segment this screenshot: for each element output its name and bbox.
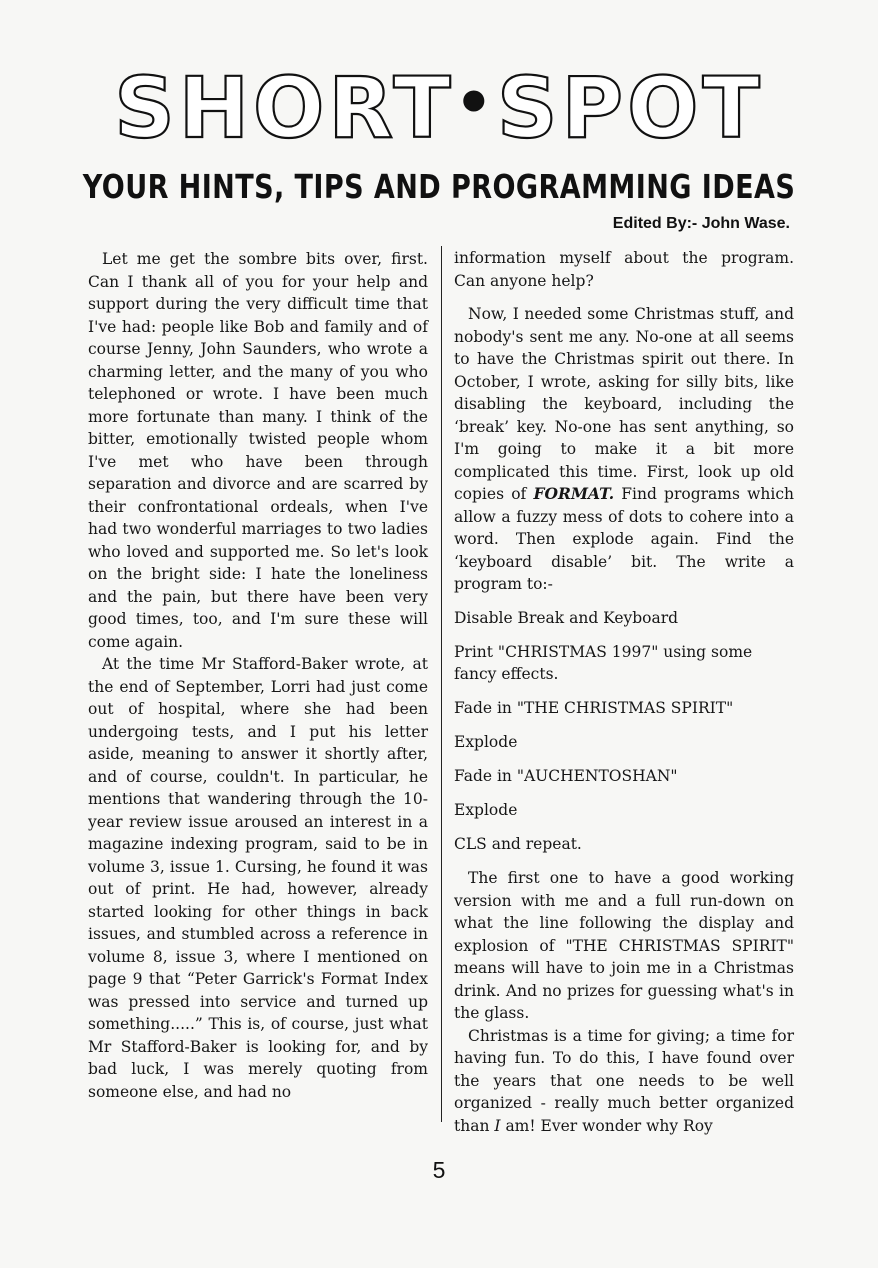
right-paragraph-4 [454,1025,794,1138]
program-step: Print "CHRISTMAS 1997" using some fancy effects. [454,642,753,683]
page-title [0,59,878,157]
right-paragraph-3: The first one to have a good working version with me and a full run-down on what the line following the display and explosion of "THE CHRISTMAS SPIRIT" means will have to join me in a Christmas drink. And no prizes for guessing what's in the glass. [454,869,794,1022]
left-column [88,248,428,1103]
column-divider [441,246,442,1122]
title-short: SHORT [114,59,455,157]
editor-credit: Edited By:- John Wase. [612,215,790,232]
program-step: Explode [454,733,518,751]
right-paragraph-4-start: Christmas is a time for giving; a time for having fun. To do this, I have found over the years that one needs to be well organized - really much better organized than [454,1026,794,1135]
title-spot: SPOT [497,59,764,157]
right-paragraph-4-end: am! Ever wonder why Roy [505,1116,713,1135]
program-step: Disable Break and Keyboard [454,608,679,627]
right-paragraph-2 [454,303,794,596]
left-paragraph-2: At the time Mr Stafford-Baker wrote, at the end of September, Lorri had just come out of hospital, where she had been undergoing tests, and I put his letter aside, meaning to answer it shortly after, and of course, couldn't. In particular, he mentions that wandering through the 10-year review issue aroused an interest in a magazine indexing program, said to be in volume 3, issue 1. Cursing, he found it was out of print. He had, however, already started looking for other things in back issues, and stumbled across a reference in volume 8, issue 3, where I mentioned on page 9 that “Peter Garrick's Format Index was pressed into service and turned up something.....” This is, of course, just what Mr Stafford-Baker is looking for, and by bad luck, I was merely quoting from someone else, and had no [88,655,428,1101]
program-step: Fade in "AUCHENTOSHAN" [454,767,678,785]
page-subtitle: YOUR HINTS, TIPS AND PROGRAMMING IDEAS [82,167,796,206]
italic-word: I [494,1116,501,1135]
program-step: Fade in "THE CHRISTMAS SPIRIT" [454,699,734,717]
title-bullet: • [454,68,497,138]
right-column [454,247,794,1137]
right-paragraph-1: information myself about the program. Can anyone help? [454,249,794,290]
format-magazine-name: FORMAT. [533,484,615,503]
left-paragraph-1: Let me get the sombre bits over, first. Can I thank all of you for your help and support during the very difficult time that I've had: people like Bob and family and of course Jenny, John Saunders, who wrote a charming letter, and the many of you who telephoned or wrote. I have been much more fortunate than many. I think of the bitter, emotionally twisted people whom I've met who have been through separation and divorce and are scarred by their confrontational ordeals, when I've had two wonderful marriages to two ladies who loved and supported me. So let's look on the bright side: I hate the loneliness and the pain, but there have been very good times, too, and I'm sure these will come again. [88,250,428,651]
program-step: CLS and repeat. [454,835,582,853]
right-paragraph-2-end: Find programs which allow a fuzzy mess of dots to cohere into a word. Then explode again. Find the ‘keyboard disable’ bit. The write a program to:- [454,485,794,593]
page-number: 5 [432,1157,446,1183]
right-paragraph-2-start: Now, I needed some Christmas stuff, and nobody's sent me any. No-one at all seems to have the Christmas spirit out there. In October, I wrote, asking for silly bits, like disabling the keyboard, including the ‘break’ key. No-one has sent anything, so I'm going to make it a bit more complicated this time. First, look up old copies of [454,305,794,503]
program-step: Explode [454,801,518,819]
